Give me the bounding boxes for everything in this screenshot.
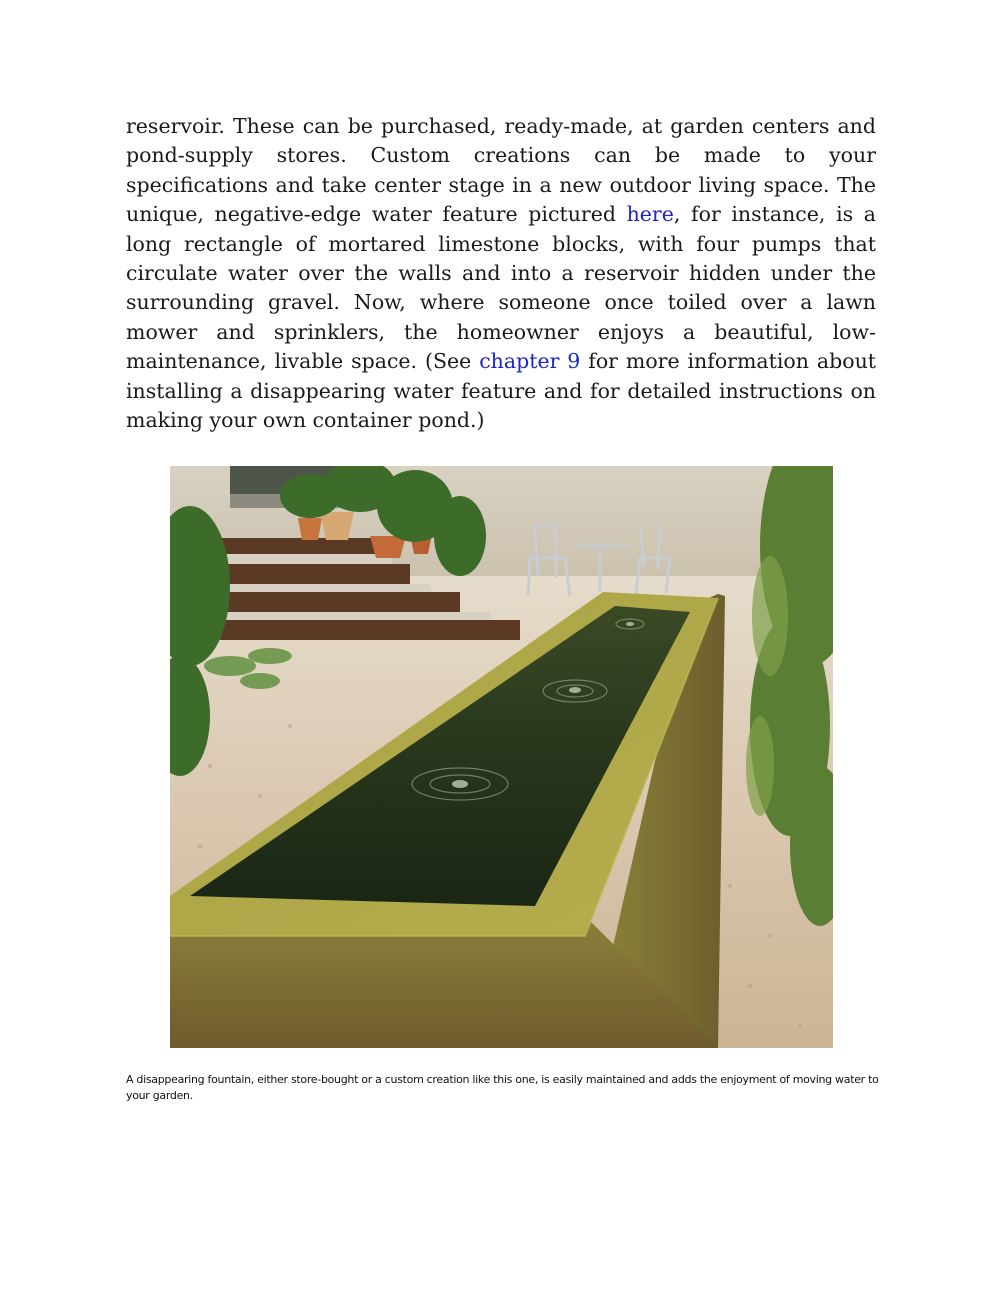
fountain-photo — [170, 466, 833, 1048]
paragraph-text-3: for more information about installing a disappearing water feature and for detailed instructions on making your own container pond.) — [126, 349, 877, 433]
here-link[interactable]: here — [626, 202, 674, 227]
body-paragraph — [126, 112, 876, 435]
paragraph-text-2: , for instance, is a long rectangle of mortared limestone blocks, with four pumps that circulate water over the walls and into a reservoir hidden under the surrounding gravel. Now, where someone once toiled over a lawn mower and sprinklers, the homeowner enjoys a beautiful, low-maintenance, livable space. (See — [126, 202, 876, 374]
figure-caption: A disappearing fountain, either store-bought or a custom creation like this one, is easily maintained and adds the enjoyment of moving water to your garden. — [126, 1073, 879, 1102]
chapter-9-link[interactable]: chapter 9 — [479, 349, 581, 374]
paragraph-text-1: reservoir. These can be purchased, ready-made, at garden centers and pond-supply stores. Custom creations can be made to your specifications and take center stage in a new outdoor living space. The unique, negative-edge water feature pictured — [126, 114, 876, 227]
